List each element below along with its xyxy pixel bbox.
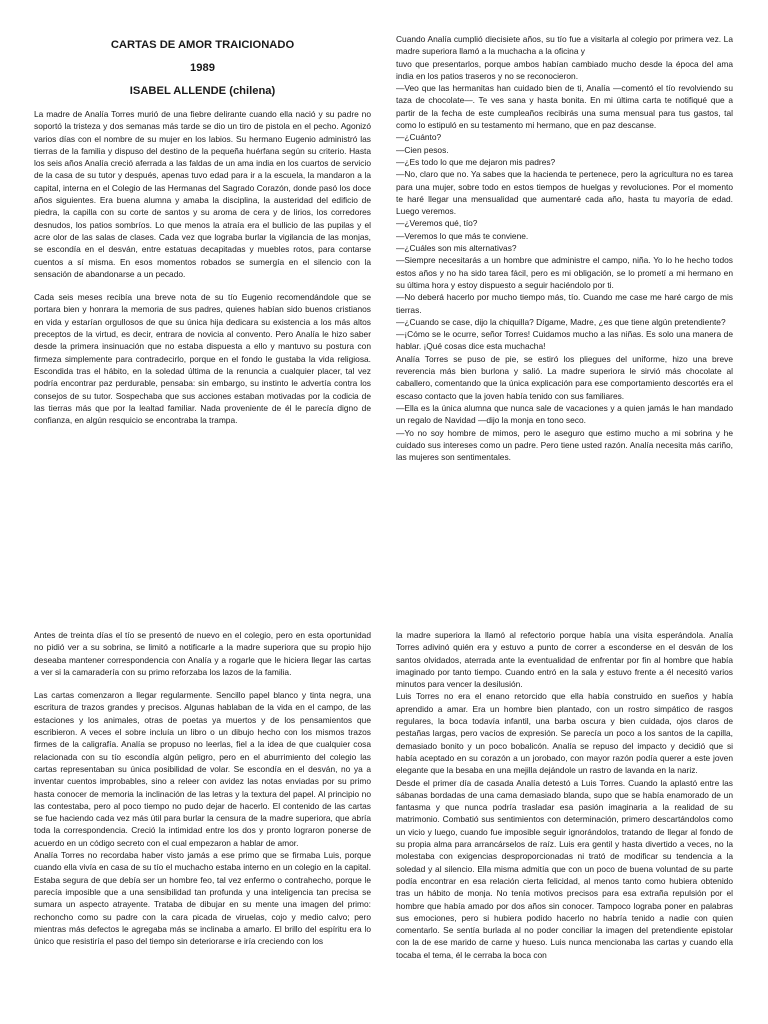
dialogue-line: —¿Cuando se case, dijo la chiquilla? Dígame, Madre, ¿es que tiene algún pretendiente?: [396, 316, 726, 327]
document-year: 1989: [190, 62, 215, 74]
document-author: ISABEL ALLENDE (chilena): [129, 85, 276, 97]
dialogue-line: —¡Cómo se le ocurre, señor Torres! Cuidamos mucho a las niñas. Es solo una manera de hablar. ¡Qué cosas dice esta muchacha!: [396, 329, 733, 352]
dialogue-line: —Yo no soy hombre de mimos, pero le aseguro que estimo mucho a mi sobrina y he cuidado sus intereses como un padre. Pero tiene usted razón. Analía necesita más cariño, las mujeres son sentimentales.: [396, 427, 733, 463]
paragraph: Las cartas comenzaron a llegar regularmente. Sencillo papel blanco y tinta negra, una escritura de trazos grandes y precisos. Algunas hablaban de la vida en el campo, de las estaciones y los animales, otras de poetas ya muertos y de los pensamientos que escribieron. A veces el sobre incluía un libro o un dibujo hecho con los mismos trazos firmes de la caligrafía. Analía se propuso no leerlas, fiel a la idea de que cualquier cosa relacionada con su tío escondía algún peligro, pero en el aburrimiento del colegio las cartas representaban su única posibilidad de volar. Se escondía en el desván, no ya a inventar cuentos improbables, sino a releer con avidez las notas enviadas por su primo hasta conocer de memoria la inclinación de las letras y la textura del papel. Al principio no las contestaba, pero al poco tiempo no pudo dejar de hacerlo. El contenido de las cartas se fue haciendo cada vez más útil para burlar la censura de la madre superiora, que abría toda la correspondencia. Creció la intimidad entre los dos y pronto lograron ponerse de acuerdo en un código secreto con el cual empezaron a hablar de amor.: [34, 690, 371, 848]
dialogue-line: —No deberá hacerlo por mucho tiempo más, tío. Cuando me case me haré cargo de mis tierras.: [396, 292, 733, 315]
paragraph: tuvo que presentarlos, porque ambos habían cambiado mucho desde la época del ama india en los patios traseros y no se reconocieron.: [396, 58, 733, 81]
column-top-left: [34, 36, 371, 426]
column-bottom-left: [34, 629, 371, 947]
paragraph: La madre de Analía Torres murió de una fiebre delirante cuando ella nació y su padre no soportó la tristeza y dos semanas más tarde se dio un tiro de pistola en el pecho. Agonizó varios días con el nombre de su mujer en los labios. Su hermano Eugenio administró las tierras de la familia y dispuso del destino de la pequeña huérfana según su criterio. Hasta los seis años Analía creció aferrada a las faldas de un ama india en los cuartos de servicio de la casa de su tutor y después, apenas tuvo edad para ir a la escuela, la mandaron a la capital, interna en el Colegio de las Hermanas del Sagrado Corazón, donde pasó los doce años siguientes. Era buena alumna y amaba la disciplina, la austeridad del edificio de piedra, la capilla con su corte de santos y su aroma de cera y de lirios, los corredores desnudos, los patios sombríos. Lo que menos la atraía era el bullicio de las pupilas y el acre olor de las salas de clases. Cada vez que lograba burlar la vigilancia de las monjas, se escondía en el desván, entre estatuas decapitadas y muebles rotos, para contarse cuentos a sí misma. En esos momentos robados se sumergía en el silencio con la sensación de abandonarse a un pecado.: [34, 109, 371, 279]
document-title: CARTAS DE AMOR TRAICIONADO: [110, 39, 295, 51]
paragraph: Analía Torres se puso de pie, se estiró los pliegues del uniforme, hizo una breve reverencia más bien burlona y salió. La madre superiora le sirvió más chocolate al caballero, comentando que la única explicación para ese comportamiento descortés era el escaso contacto que la joven había tenido con sus familiares.: [396, 353, 733, 401]
dialogue-line: —No, claro que no. Ya sabes que la hacienda te pertenece, pero la agricultura no es tarea para una mujer, sobre todo en estos tiempos de huelgas y revoluciones. Por el momento te haré llegar una mensualidad que aumentaré cada año, hasta tu mayoría de edad. Luego veremos.: [396, 169, 733, 217]
dialogue-line: —Ella es la única alumna que nunca sale de vacaciones y a quien jamás le han mandado un regalo de Navidad —dijo la monja en tono seco.: [396, 402, 733, 426]
column-bottom-right: [396, 629, 733, 961]
dialogue-line: —¿Cuánto?: [396, 132, 442, 143]
dialogue-line: —Cien pesos.: [396, 144, 449, 155]
column-top-right: [396, 33, 733, 463]
paragraph: Luis Torres no era el enano retorcido que ella había construido en sueños y había aprendido a amar. Era un hombre bien plantado, con un rostro simpático de rasgos regulares, la boca todavía infantil, una barba oscura y bien cuidada, ojos claros de pestañas largas, pero vacíos de expresión. Se parecía un poco a los santos de la capilla, demasiado bonito y un poco bobalicón. Analía se repuso del impacto y decidió que si había aceptado en su corazón a un jorobado, con mayor razón podía querer a este joven elegante que la besaba en una mejilla dejándole un rastro de lavanda en la nariz.: [396, 691, 733, 776]
dialogue-line: —¿Veremos qué, tío?: [396, 218, 478, 229]
dialogue-line: —Veo que las hermanitas han cuidado bien de ti, Analía —comentó el tío revolviendo su taza de chocolate—. Te ves sana y hasta bonita. En mi última carta te notifiqué que a partir de la fecha de este cumpleaños recibirás una suma mensual para tus gastos, tal como lo estipuló en su testamento mi hermano, que en paz descanse.: [396, 83, 733, 131]
dialogue-line: —Siempre necesitarás a un hombre que administre el campo, niña. Yo lo he hecho todos estos años y no ha sido tarea fácil, pero es mi obligación, se lo prometí a mi hermano en su última hora y estoy dispuesto a seguir haciéndolo por ti.: [396, 255, 733, 290]
paragraph: Cuando Analía cumplió diecisiete años, su tío fue a visitarla al colegio por primera vez. La madre superiora llamó a la muchacha a la oficina y: [396, 34, 733, 57]
paragraph: Cada seis meses recibía una breve nota de su tío Eugenio recomendándole que se portara bien y honrara la memoria de sus padres, quienes habían sido buenos cristianos en vida y estarían orgullosos de que su única hija dedicara su existencia a los más altos preceptos de la virtud, es decir, entrara de novicia al convento. Pero Analía le hizo saber desde la primera insinuación que no estaba dispuesta a ello y mantuvo su postura con firmeza simplemente para contradecirlo, porque en el fondo le gustaba la vida religiosa. Escondida tras el hábito, en la soledad última de la renuncia a cualquier placer, tal vez podría encontrar paz perdurable, pensaba: sin embargo, su instinto le advertía contra los consejos de su tutor. Sospechaba que sus acciones estaban motivadas por la codicia de las tierras más que por la lealtad familiar. Nada proveniente de él le parecía digno de confianza, en algún resquicio se encontraba la trampa.: [34, 292, 371, 426]
dialogue-line: —¿Es todo lo que me dejaron mis padres?: [396, 156, 556, 167]
dialogue-line: —¿Cuáles son mis alternativas?: [396, 243, 517, 254]
dialogue-line: —Veremos lo que más te conviene.: [396, 230, 529, 241]
paragraph: Antes de treinta días el tío se presentó de nuevo en el colegio, pero en esta oportunidad no pidió ver a su sobrina, se limitó a notificarle a la madre superiora que su propio hijo deseaba mantener correspondencia con Analía y a rogarle que le hiciera llegar las cartas a ver si la camaradería con su primo reforzaba los lazos de la familia.: [34, 630, 371, 677]
paragraph: la madre superiora la llamó al refectorio porque había una visita esperándola. Analía Torres adivinó quién era y estuvo a punto de correr a esconderse en el desván de los santos olvidados, aterrada ante la eventualidad de enfrentar por fin al hombre que había imaginado por tanto tiempo. Cuando entró en la sala y estuvo frente a él necesitó varios minutos para vencer la desilusión.: [396, 630, 733, 690]
paragraph: Desde el primer día de casada Analía detestó a Luis Torres. Cuando la aplastó entre las sábanas bordadas de una cama demasiado blanda, supo que se había enamorado de un fantasma y que nunca podría trasladar esa pasión imaginaria a la realidad de su matrimonio. Combatió sus sentimientos con determinación, primero descartándolos como un vicio y luego, cuando fue imposible seguir ignorándolos, tratando de llegar al fondo de su propia alma para arrancárselos de raíz. Luis era gentil y hasta divertido a veces, no la molestaba con exigencias desproporcionadas ni trató de modificar su tendencia a la soledad y al silencio. Ella misma admitía que con un poco de buena voluntad de su parte podía encontrar en esa relación cierta felicidad, al menos tanto como hubiera obtenido tras un hábito de monja. No tenía motivos precisos para esa extraña repulsión por el hombre que había amado por dos años sin conocer. Tampoco lograba poner en palabras sus emociones, pero si hubiera podido hacerlo no habría tenido a nadie con quien comentarlo. Se sentía burlada al no poder conciliar la imagen del pretendiente epistolar con la de ese marido de carne y hueso. Luis nunca mencionaba las cartas y cuando ella tocaba el tema, él le cerraba la boca con: [396, 777, 733, 960]
paragraph: Analía Torres no recordaba haber visto jamás a ese primo que se firmaba Luis, porque cuando ella vivía en casa de su tío el muchacho estaba interno en un colegio en la capital. Estaba segura de que debía ser un hombre feo, tal vez enfermo o contrahecho, porque le parecía imposible que a una sensibilidad tan profunda y una inteligencia tan precisa se sumara un aspecto atrayente. Trataba de dibujar en su mente una imagen del primo: rechoncho como su padre con la cara picada de viruelas, cojo y medio calvo; pero mientras más defectos le agregaba más se inclinaba a amarlo. El brillo del espíritu era lo único que resistiría el paso del tiempo sin deteriorarse e iría creciendo con los: [34, 850, 371, 947]
